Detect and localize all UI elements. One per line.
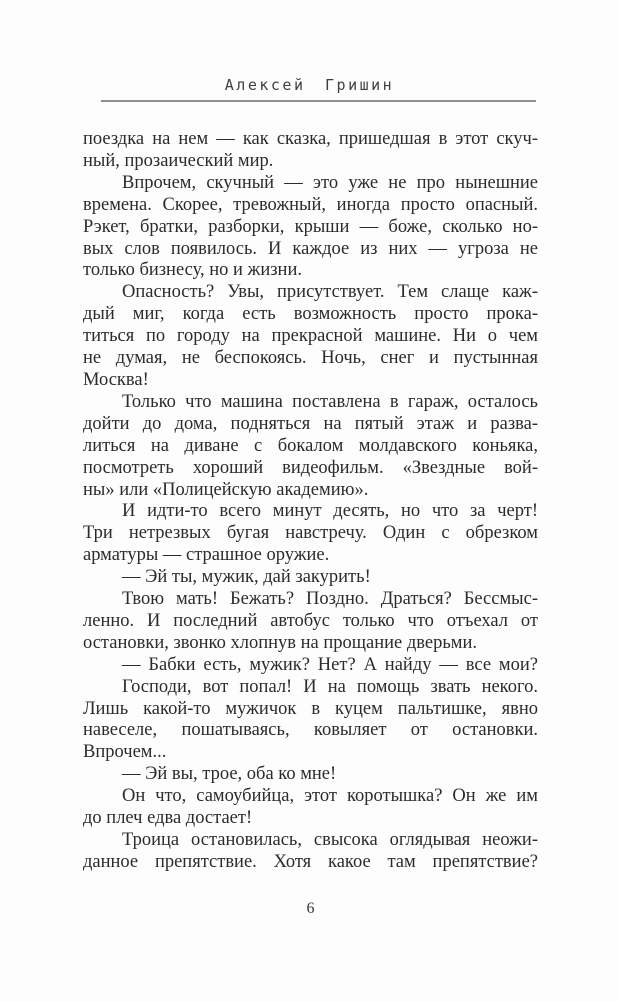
text-line: — Бабки есть, мужик? Нет? А найду — все мои? (122, 654, 538, 675)
text-line: Опасность? Увы, присутствует. Тем слаще каж- (122, 282, 538, 303)
text-line: Три нетрезвых бугая навстречу. Один с обрезком (83, 523, 538, 544)
text-line: арматуры — страшное оружие. (83, 545, 330, 566)
text-line: Москва! (83, 369, 149, 390)
text-line: титься по городу на прекрасной машине. Ни о чем (83, 326, 538, 347)
text-line: дый миг, когда есть возможность просто прока- (83, 304, 538, 325)
text-line: Твою мать! Бежать? Поздно. Драться? Бессмыс- (122, 589, 538, 610)
text-line: ны» или «Полицейскую академию». (83, 479, 369, 500)
text-line: времена. Скорее, тревожный, иногда просто опасный. (83, 194, 538, 215)
text-line: ленно. И последний автобус только что отъехал от (83, 610, 538, 631)
text-line: ный, прозаический мир. (83, 150, 274, 171)
text-line: остановки, звонко хлопнув на прощание дверьми. (83, 632, 478, 653)
text-line: — Эй ты, мужик, дай закурить! (122, 567, 371, 588)
text-line: — Эй вы, трое, оба ко мне! (122, 764, 337, 785)
header-rule (101, 100, 536, 102)
text-line: данное препятствие. Хотя какое там препятствие? (83, 851, 538, 872)
text-line: посмотреть хороший видеофильм. «Звездные вой- (83, 457, 538, 478)
text-line: только бизнесу, но и жизни. (83, 260, 302, 281)
text-line: навеселе, пошатываясь, ковыляет от остановки. (83, 720, 538, 741)
text-line: дойти до дома, подняться на пятый этаж и разва- (83, 413, 538, 434)
text-line: Только что машина поставлена в гараж, осталось (122, 391, 538, 412)
text-line: И идти-то всего минут десять, но что за черт! (122, 501, 538, 522)
text-line: до плеч едва достает! (83, 808, 253, 829)
page-number: 6 (306, 900, 315, 917)
text-line: Господи, вот попал! И на помощь звать некого. (122, 676, 538, 697)
text-line: Впрочем, скучный — это уже не про нынешние (122, 172, 538, 193)
text-line: Впрочем... (83, 742, 167, 763)
text-line: поездка на нем — как сказка, пришедшая в этот скуч- (83, 129, 538, 149)
text-line: Рэкет, братки, разборки, крыши — боже, сколько но- (83, 216, 538, 237)
text-line: литься на диване с бокалом молдавского коньяка, (83, 435, 538, 456)
text-line: Лишь какой-то мужичок в куцем пальтишке, явно (83, 698, 538, 719)
body-text (83, 129, 538, 874)
text-line: Он что, самоубийца, этот коротышка? Он же им (122, 786, 538, 807)
running-head-author: Алексей Гришин (224, 76, 395, 94)
text-line: вых слов появилось. И каждое из них — угроза не (83, 238, 538, 259)
text-line: Троица остановилась, свысока оглядывая неожи- (122, 830, 538, 850)
text-line: не думая, не беспокоясь. Ночь, снег и пустынная (83, 348, 538, 369)
